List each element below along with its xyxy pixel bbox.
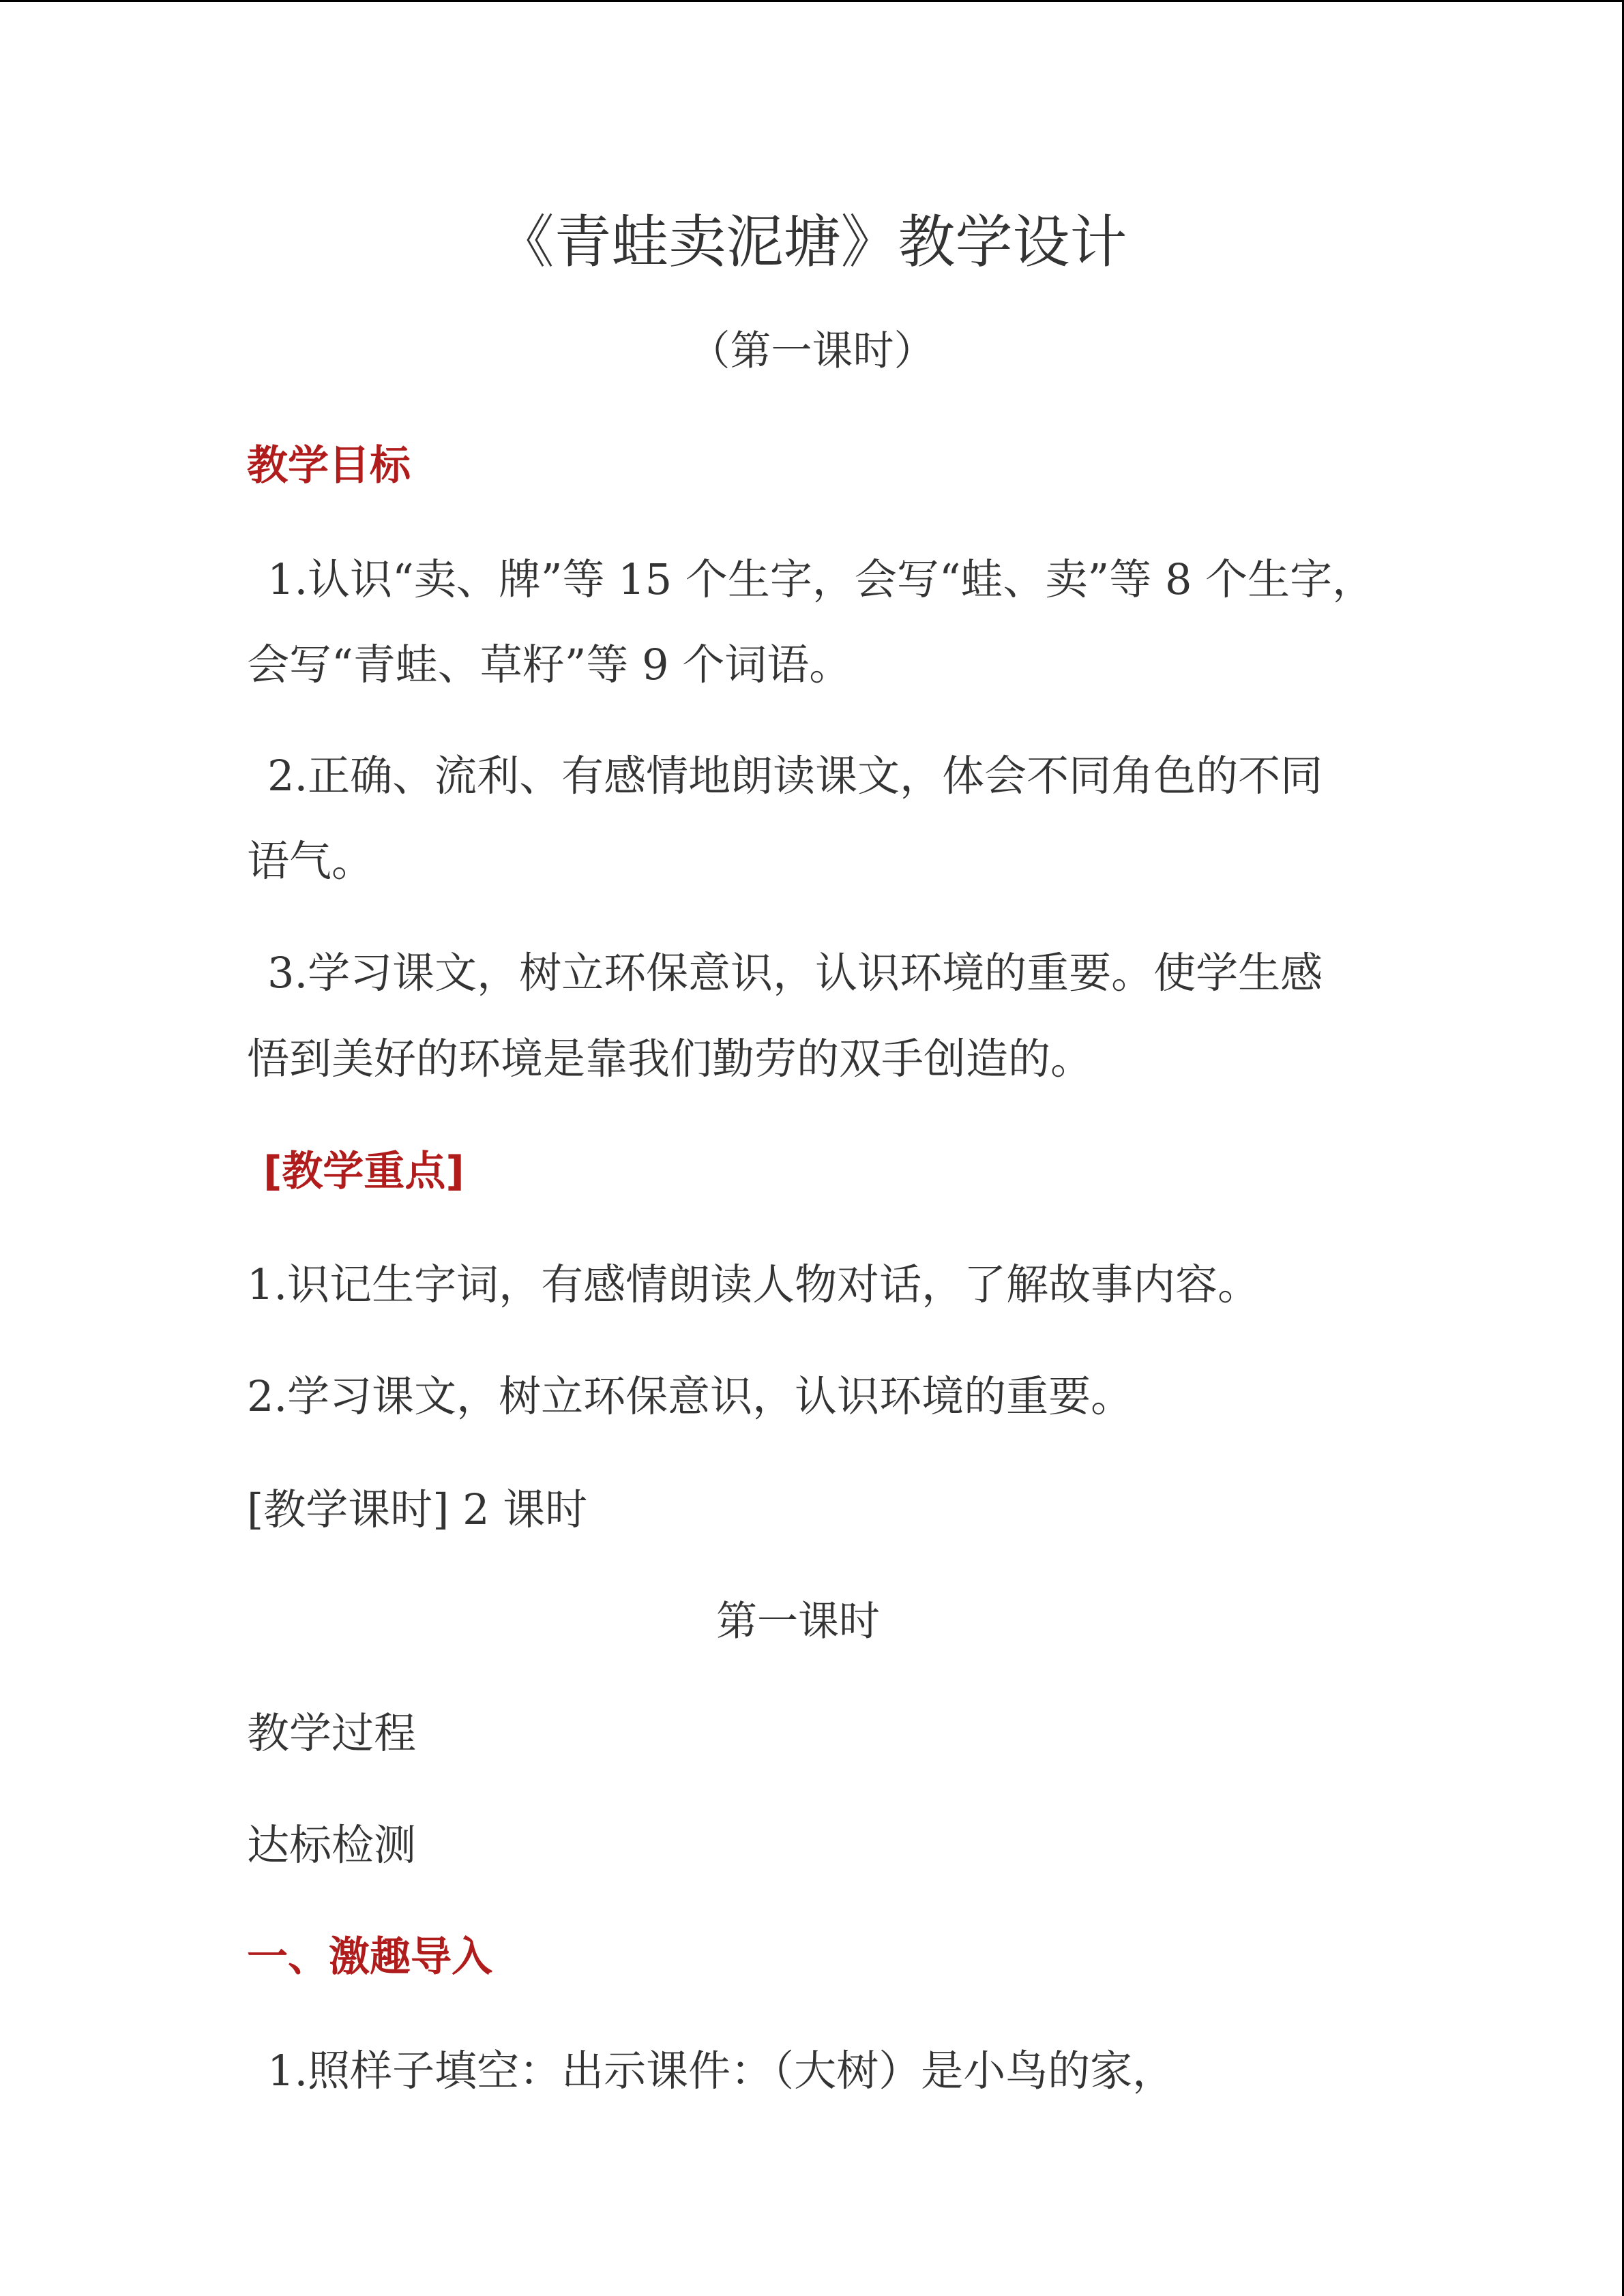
intro-heading: 一、激趣导入: [247, 1933, 492, 1981]
objectives-heading: 教学目标: [247, 442, 411, 490]
objective-line-5: 3.学习课文，树立环保意识，认识环境的重要。使学生感: [267, 948, 1323, 998]
key-points-heading: [教学重点]: [263, 1148, 464, 1195]
check-label: 达标检测: [247, 1820, 417, 1870]
intro-item-1: 1.照样子填空：出示课件：（大树）是小鸟的家，: [267, 2046, 1175, 2096]
objective-line-3: 2.正确、流利、有感情地朗读课文，体会不同角色的不同: [267, 751, 1323, 801]
document-subtitle: （第一课时）: [689, 327, 935, 375]
class-hours: [教学课时] 2 课时: [247, 1485, 588, 1534]
objective-line-1: 1.认识“卖、牌”等 15 个生字，会写“蛙、卖”等 8 个生字，: [267, 554, 1375, 604]
key-point-2: 2.学习课文，树立环保意识，认识环境的重要。: [247, 1371, 1134, 1421]
document-title: 《青蛙卖泥塘》教学设计: [497, 209, 1127, 275]
lesson-label: 第一课时: [716, 1598, 880, 1645]
process-label: 教学过程: [247, 1708, 417, 1758]
objective-line-6: 悟到美好的环境是靠我们勤劳的双手创造的。: [247, 1034, 1093, 1084]
objective-line-2: 会写“青蛙、草籽”等 9 个词语。: [247, 640, 852, 689]
objective-line-4: 语气。: [247, 836, 374, 886]
key-point-1: 1.识记生字词，有感情朗读人物对话，了解故事内容。: [247, 1259, 1260, 1309]
